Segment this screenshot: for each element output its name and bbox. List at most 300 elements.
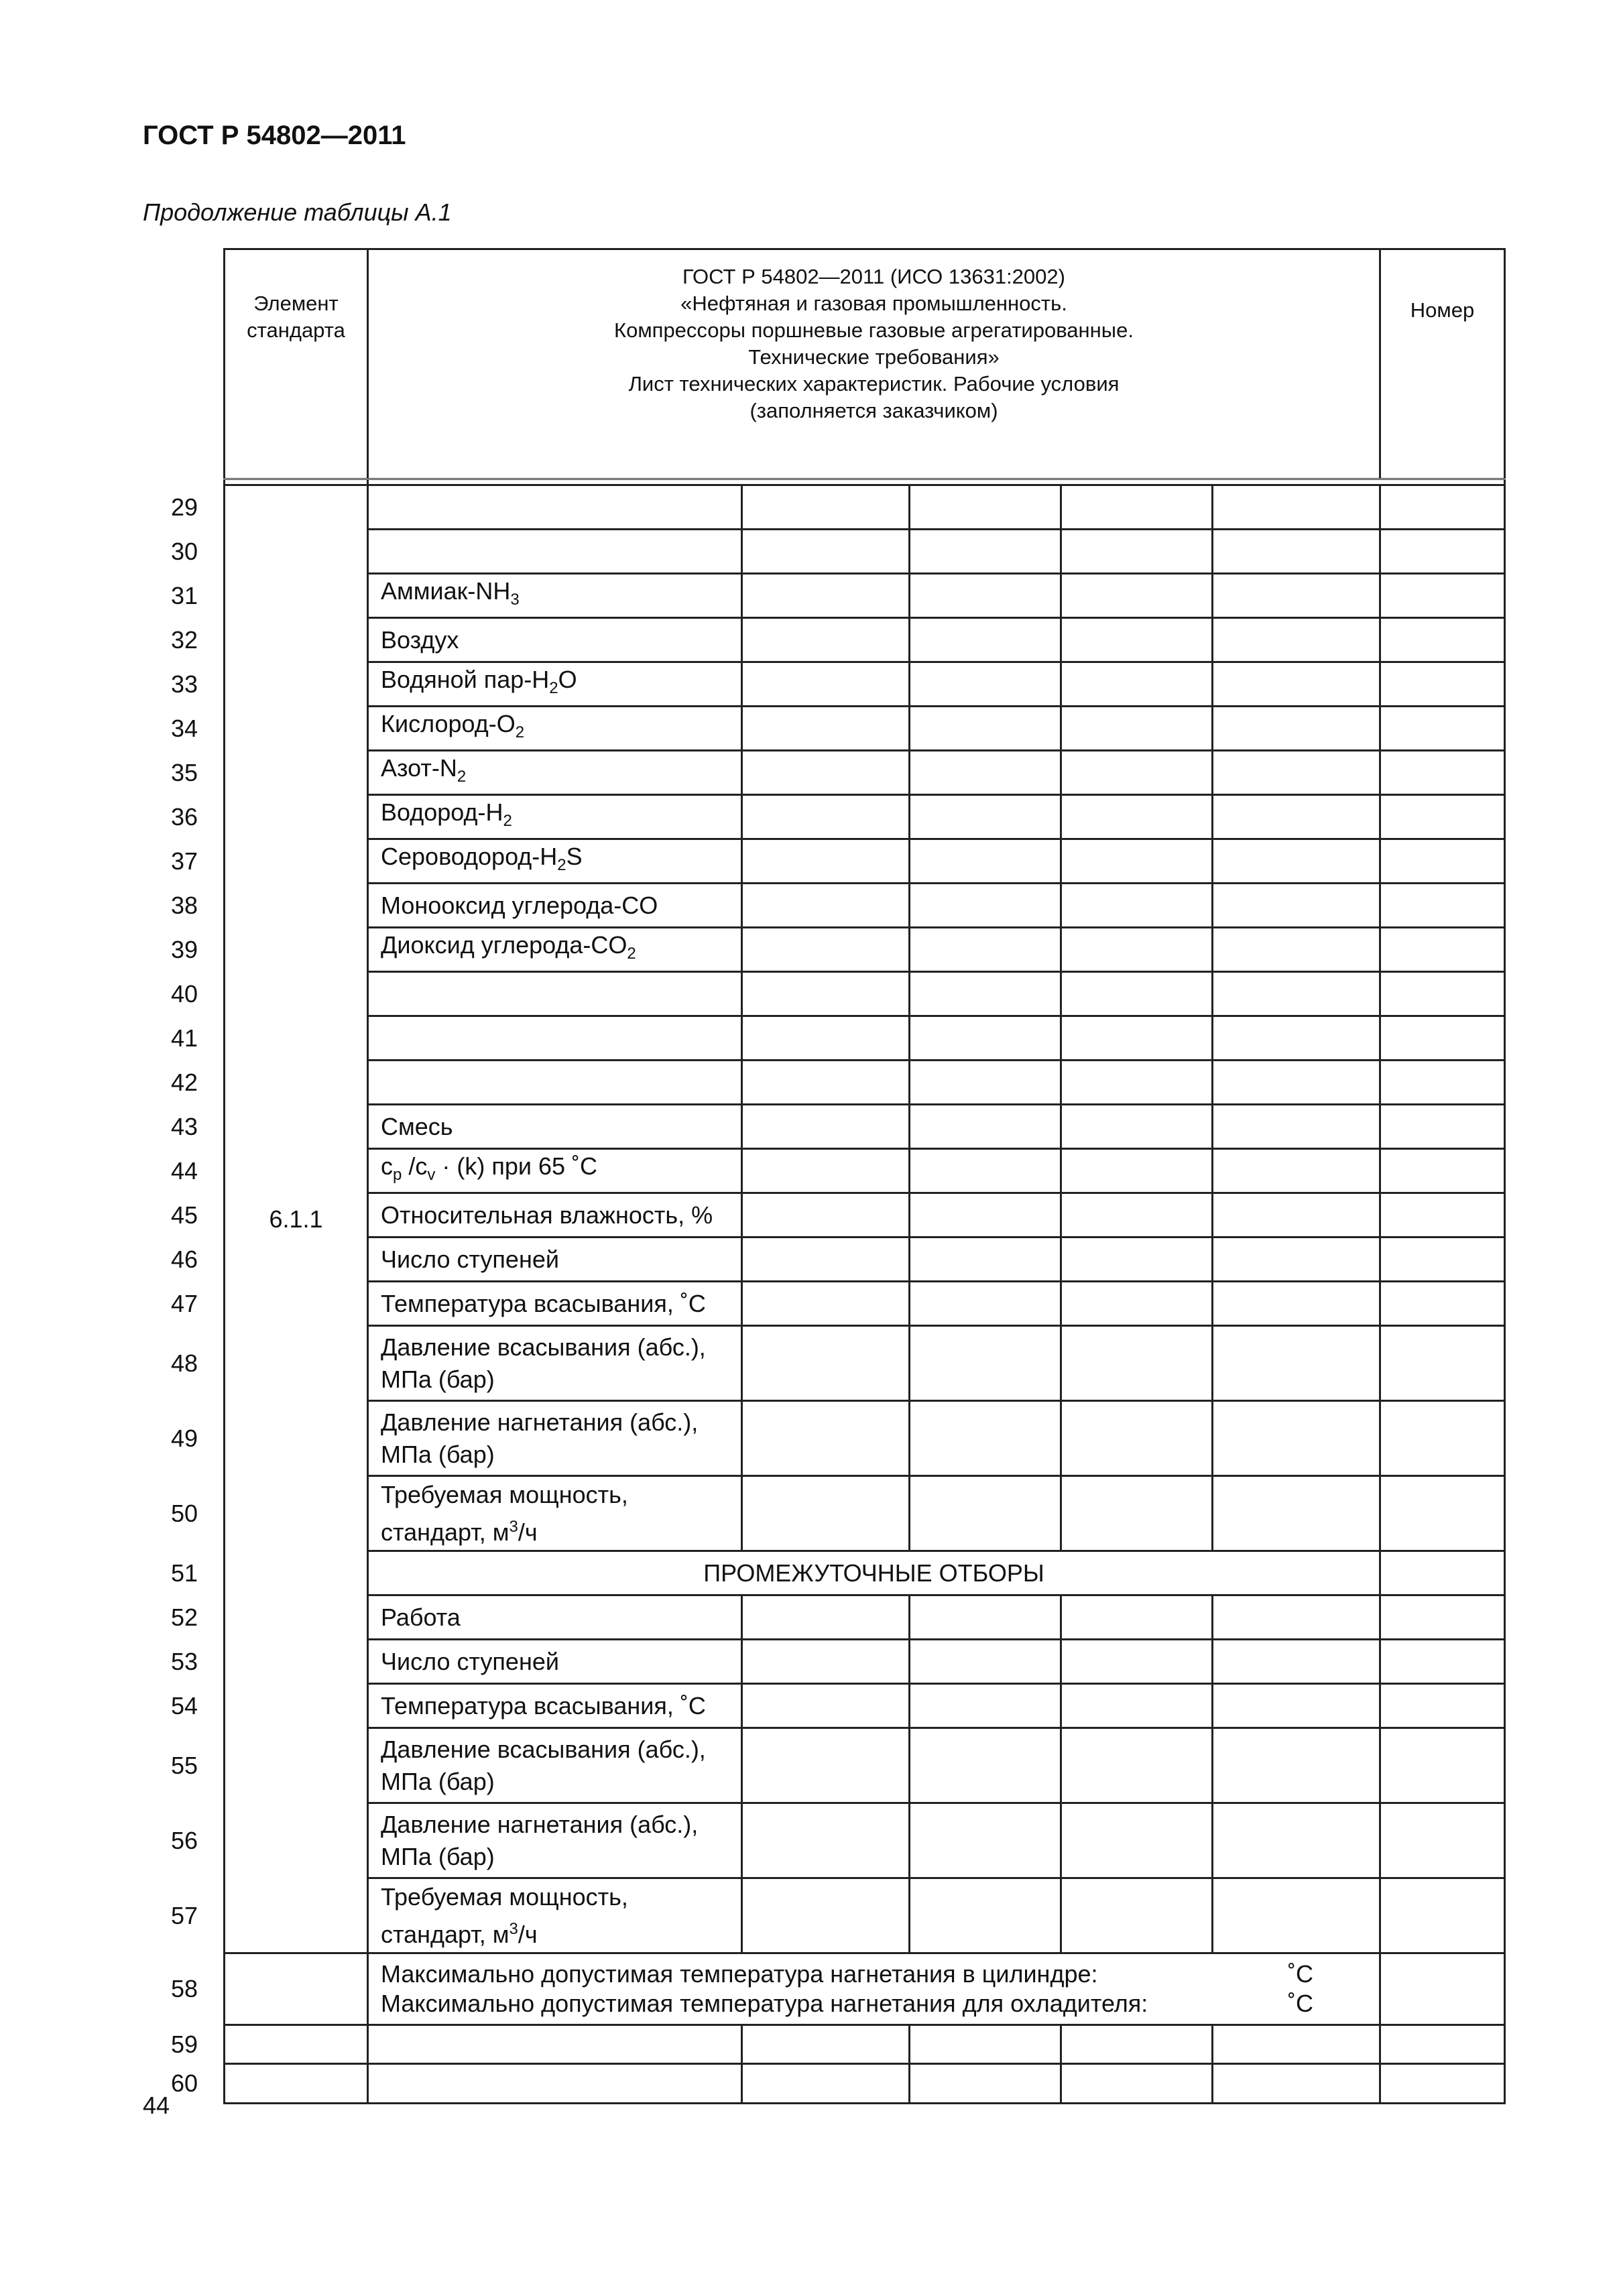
parameter-cell (368, 1476, 742, 1551)
value-cell[interactable] (910, 1684, 1061, 1728)
value-cell[interactable] (1213, 751, 1380, 795)
value-cell[interactable] (742, 884, 910, 928)
row-number: 34 (170, 714, 198, 742)
value-cell[interactable] (1061, 574, 1213, 618)
value-cell[interactable] (1061, 928, 1213, 972)
value-cell[interactable] (910, 662, 1061, 707)
value-cell[interactable] (1213, 1640, 1380, 1684)
parameter-cell (368, 1149, 742, 1193)
number-cell[interactable] (1380, 928, 1505, 972)
row-label: Аммиак-NH (381, 577, 511, 605)
table-row (225, 1061, 1505, 1105)
value-cell[interactable] (1213, 1684, 1380, 1728)
parameter-cell (368, 662, 742, 707)
row-label: Воздух (381, 625, 459, 654)
row-label-sup: 3 (509, 1919, 518, 1938)
row-number: 48 (170, 1349, 198, 1377)
number-cell[interactable] (1380, 884, 1505, 928)
table-row (225, 1237, 1505, 1282)
empty-cell[interactable] (368, 2025, 742, 2064)
value-cell[interactable] (742, 530, 910, 574)
value-cell[interactable] (1213, 928, 1380, 972)
value-cell[interactable] (1213, 1401, 1380, 1476)
row-label-sub: 2 (457, 768, 467, 786)
value-cell[interactable] (910, 1016, 1061, 1061)
value-cell[interactable] (742, 751, 910, 795)
table-row (225, 1684, 1505, 1728)
header-separator (225, 479, 1505, 485)
value-cell[interactable] (1061, 1193, 1213, 1237)
value-cell[interactable] (742, 1105, 910, 1149)
table-row (225, 2064, 1505, 2104)
value-cell[interactable] (742, 1282, 910, 1326)
row-number: 52 (170, 1603, 198, 1631)
row-label-sub: 2 (549, 679, 558, 698)
value-cell[interactable] (1061, 1061, 1213, 1105)
row-label: Смесь (381, 1112, 453, 1140)
value-cell[interactable] (1213, 884, 1380, 928)
value-cell[interactable] (742, 928, 910, 972)
value-cell[interactable] (910, 618, 1061, 662)
parameter-cell (368, 618, 742, 662)
title-line: Компрессоры поршневые газовые агрегатированные. (614, 318, 1134, 342)
value-cell[interactable] (1061, 1401, 1213, 1476)
temperature-unit: ˚C (1288, 1960, 1313, 1988)
value-cell[interactable] (1061, 1105, 1213, 1149)
value-cell[interactable] (1061, 485, 1213, 530)
row-label: Число ступеней (381, 1647, 559, 1675)
empty-cell[interactable] (1380, 2025, 1505, 2064)
table-row (225, 1728, 1505, 1803)
value-cell[interactable] (742, 1237, 910, 1282)
row-number: 58 (170, 1975, 198, 2002)
row-number: 42 (170, 1068, 198, 1096)
max-temp-cylinder-label: Максимально допустимая температура нагнетания в цилиндре: (381, 1960, 1098, 1988)
number-cell[interactable] (1380, 795, 1505, 839)
value-cell[interactable] (910, 1595, 1061, 1640)
row-number: 46 (170, 1245, 198, 1273)
number-cell[interactable] (1380, 751, 1505, 795)
row-label-sub: 2 (515, 723, 525, 742)
row-number: 44 (170, 1156, 198, 1185)
element-value: 6.1.1 (269, 1205, 323, 1233)
parameter-cell (368, 1237, 742, 1282)
value-cell[interactable] (1061, 1326, 1213, 1401)
row-number: 51 (170, 1559, 198, 1587)
number-cell[interactable] (1380, 1476, 1505, 1551)
value-cell[interactable] (1213, 972, 1380, 1016)
row-label: Давление нагнетания (абс.), (381, 1408, 699, 1436)
number-cell[interactable] (1380, 1953, 1505, 2025)
table-row (225, 1193, 1505, 1237)
parameter-cell (368, 1061, 742, 1105)
row-number: 47 (170, 1289, 198, 1317)
value-cell[interactable] (1061, 1640, 1213, 1684)
value-cell[interactable] (910, 1237, 1061, 1282)
table-row (225, 707, 1505, 751)
value-cell[interactable] (742, 1684, 910, 1728)
row-label-line2: стандарт, м (381, 1518, 509, 1546)
row-label: Температура всасывания, ˚C (381, 1691, 706, 1719)
parameter-cell (368, 1640, 742, 1684)
empty-cell[interactable] (910, 2064, 1061, 2104)
max-temp-cooler-label: Максимально допустимая температура нагнетания для охладителя: (381, 1990, 1148, 2017)
value-cell[interactable] (1213, 1237, 1380, 1282)
value-cell[interactable] (910, 1878, 1061, 1953)
table-row (225, 1953, 1505, 2025)
value-cell[interactable] (910, 1193, 1061, 1237)
value-cell[interactable] (1213, 1476, 1380, 1551)
value-cell[interactable] (742, 1193, 910, 1237)
value-cell[interactable] (742, 1149, 910, 1193)
row-label-sub: 2 (503, 812, 512, 831)
table-row (225, 972, 1505, 1016)
table-row (225, 2025, 1505, 2064)
row-label-line2: МПа (бар) (381, 1365, 495, 1393)
value-cell[interactable] (1213, 707, 1380, 751)
number-cell[interactable] (1380, 1105, 1505, 1149)
table-row (225, 1401, 1505, 1476)
number-column-header: Номер (1380, 249, 1505, 479)
value-cell[interactable] (1061, 1237, 1213, 1282)
value-cell[interactable] (1061, 751, 1213, 795)
empty-cell[interactable] (368, 2064, 742, 2104)
value-cell[interactable] (1213, 839, 1380, 884)
table-title-header (368, 249, 1380, 479)
value-cell[interactable] (1213, 574, 1380, 618)
table-row (225, 1595, 1505, 1640)
value-cell[interactable] (1061, 795, 1213, 839)
number-cell[interactable] (1380, 1595, 1505, 1640)
row-label-sub: 3 (510, 591, 520, 609)
title-line: Лист технических характеристик. Рабочие условия (628, 372, 1120, 396)
element-column-header: Элемент стандарта (225, 249, 368, 479)
row-label: Монооксид углерода-CO (381, 891, 658, 919)
parameter-cell (368, 1684, 742, 1728)
row-number: 35 (170, 758, 198, 786)
empty-cell[interactable] (225, 2064, 368, 2104)
empty-cell[interactable] (1213, 2025, 1380, 2064)
value-cell[interactable] (1213, 1595, 1380, 1640)
row-number: 29 (170, 493, 198, 521)
value-cell[interactable] (742, 574, 910, 618)
number-cell[interactable] (1380, 1237, 1505, 1282)
parameter-cell (368, 1878, 742, 1953)
value-cell[interactable] (742, 1476, 910, 1551)
value-cell[interactable] (742, 1803, 910, 1878)
row-label-line2: МПа (бар) (381, 1767, 495, 1795)
table-row (225, 1149, 1505, 1193)
value-cell[interactable] (1213, 1061, 1380, 1105)
parameter-cell (368, 1803, 742, 1878)
empty-cell[interactable] (910, 2025, 1061, 2064)
parameter-cell (368, 1282, 742, 1326)
table-row (225, 1640, 1505, 1684)
table-row (225, 574, 1505, 618)
row-label: Сероводород-H (381, 842, 558, 870)
value-cell[interactable] (742, 1595, 910, 1640)
parameter-cell (368, 1016, 742, 1061)
value-cell[interactable] (742, 662, 910, 707)
number-cell[interactable] (1380, 1061, 1505, 1105)
table-row (225, 795, 1505, 839)
empty-cell[interactable] (225, 2025, 368, 2064)
row-number: 56 (170, 1826, 198, 1854)
table-row (225, 530, 1505, 574)
value-cell[interactable] (742, 1061, 910, 1105)
row-label-tail: /c (402, 1152, 428, 1180)
table-header-row (225, 249, 1505, 479)
parameter-cell (368, 795, 742, 839)
row-label-sub: 2 (627, 945, 636, 963)
value-cell[interactable] (1213, 1105, 1380, 1149)
value-cell[interactable] (910, 751, 1061, 795)
value-cell[interactable] (742, 1878, 910, 1953)
table-row (225, 618, 1505, 662)
value-cell[interactable] (910, 795, 1061, 839)
value-cell[interactable] (742, 1401, 910, 1476)
number-cell[interactable] (1380, 485, 1505, 530)
parameter-cell (368, 574, 742, 618)
number-cell[interactable] (1380, 1878, 1505, 1953)
value-cell[interactable] (910, 1476, 1061, 1551)
element-value-cell (225, 485, 368, 1953)
row-number: 45 (170, 1201, 198, 1229)
number-cell[interactable] (1380, 1016, 1505, 1061)
row-number: 59 (170, 2030, 198, 2058)
value-cell[interactable] (910, 1640, 1061, 1684)
row-label: Водород-H (381, 798, 503, 826)
value-cell[interactable] (1061, 707, 1213, 751)
value-cell[interactable] (742, 1326, 910, 1401)
number-cell[interactable] (1380, 662, 1505, 707)
value-cell[interactable] (1061, 1282, 1213, 1326)
parameter-cell (368, 1326, 742, 1401)
value-cell[interactable] (1061, 1803, 1213, 1878)
row-number: 33 (170, 670, 198, 698)
value-cell[interactable] (1213, 1803, 1380, 1878)
number-cell[interactable] (1380, 1728, 1505, 1803)
row-label-sub: v (427, 1166, 436, 1185)
parameter-cell (368, 1728, 742, 1803)
value-cell[interactable] (1213, 1326, 1380, 1401)
value-cell[interactable] (1213, 662, 1380, 707)
value-cell[interactable] (742, 707, 910, 751)
empty-cell[interactable] (1213, 2064, 1380, 2104)
number-cell[interactable] (1380, 839, 1505, 884)
number-cell[interactable] (1380, 1684, 1505, 1728)
value-cell[interactable] (1213, 618, 1380, 662)
row-label-tail: /ч (518, 1920, 538, 1948)
parameter-cell (368, 1595, 742, 1640)
value-cell[interactable] (742, 839, 910, 884)
table-row (225, 662, 1505, 707)
row-label: c (381, 1152, 393, 1180)
value-cell[interactable] (910, 839, 1061, 884)
value-cell[interactable] (1061, 884, 1213, 928)
value-cell[interactable] (1061, 1684, 1213, 1728)
row-number: 57 (170, 1901, 198, 1929)
title-line: «Нефтяная и газовая промышленность. (680, 292, 1067, 315)
row-label: Работа (381, 1603, 461, 1631)
row-label: Относительная влажность, % (381, 1201, 713, 1229)
value-cell[interactable] (1061, 530, 1213, 574)
value-cell[interactable] (910, 1401, 1061, 1476)
value-cell[interactable] (910, 1105, 1061, 1149)
row-label-tail: · (k) при 65 ˚C (435, 1152, 598, 1180)
value-cell[interactable] (742, 1016, 910, 1061)
table-row (225, 839, 1505, 884)
value-cell[interactable] (1061, 1878, 1213, 1953)
row-label: Давление нагнетания (абс.), (381, 1810, 699, 1838)
value-cell[interactable] (742, 618, 910, 662)
number-cell[interactable] (1380, 1640, 1505, 1684)
max-temperature-cell (368, 1953, 1380, 2025)
table-row (225, 1878, 1505, 1953)
row-number: 54 (170, 1691, 198, 1719)
row-label-tail: O (558, 665, 577, 693)
number-cell[interactable] (1380, 618, 1505, 662)
number-cell[interactable] (1380, 1149, 1505, 1193)
section-heading: ПРОМЕЖУТОЧНЫЕ ОТБОРЫ (368, 1551, 1380, 1595)
value-cell[interactable] (910, 707, 1061, 751)
value-cell[interactable] (742, 795, 910, 839)
parameter-cell (368, 707, 742, 751)
row-number: 55 (170, 1751, 198, 1779)
table-row (225, 485, 1505, 530)
value-cell[interactable] (910, 1728, 1061, 1803)
row-label: Кислород-O (381, 709, 516, 737)
page-number: 44 (143, 2092, 170, 2119)
value-cell[interactable] (1213, 1193, 1380, 1237)
number-cell[interactable] (1380, 972, 1505, 1016)
row-number: 32 (170, 625, 198, 654)
value-cell[interactable] (1061, 1016, 1213, 1061)
number-cell[interactable] (1380, 1282, 1505, 1326)
parameter-cell (368, 928, 742, 972)
table-row (225, 1105, 1505, 1149)
row-number: 43 (170, 1112, 198, 1140)
value-cell[interactable] (910, 1149, 1061, 1193)
value-cell[interactable] (910, 1326, 1061, 1401)
table-row (225, 1551, 1505, 1595)
table-row (225, 1476, 1505, 1551)
row-number: 60 (170, 2069, 198, 2097)
value-cell[interactable] (1061, 1728, 1213, 1803)
empty-cell[interactable] (742, 2025, 910, 2064)
value-cell[interactable] (1213, 795, 1380, 839)
table-row (225, 884, 1505, 928)
element-value-cell (225, 1953, 368, 2025)
value-cell[interactable] (742, 1640, 910, 1684)
value-cell[interactable] (1061, 662, 1213, 707)
title-line: (заполняется заказчиком) (749, 399, 998, 422)
value-cell[interactable] (910, 530, 1061, 574)
value-cell[interactable] (910, 574, 1061, 618)
value-cell[interactable] (742, 485, 910, 530)
empty-cell[interactable] (1061, 2064, 1213, 2104)
row-label-line2: стандарт, м (381, 1920, 509, 1948)
value-cell[interactable] (910, 928, 1061, 972)
row-label: Азот-N (381, 753, 457, 782)
table-caption: Продолжение таблицы А.1 (143, 198, 452, 226)
value-cell[interactable] (1213, 485, 1380, 530)
number-cell[interactable] (1380, 530, 1505, 574)
row-label: Давление всасывания (абс.), (381, 1735, 706, 1763)
row-label-line2: МПа (бар) (381, 1842, 495, 1870)
number-cell[interactable] (1380, 1326, 1505, 1401)
table-row (225, 1803, 1505, 1878)
value-cell[interactable] (1061, 1595, 1213, 1640)
value-cell[interactable] (1213, 1149, 1380, 1193)
row-number: 39 (170, 935, 198, 963)
number-cell (1380, 1551, 1505, 1595)
empty-cell[interactable] (742, 2064, 910, 2104)
value-cell[interactable] (910, 972, 1061, 1016)
empty-cell[interactable] (1061, 2025, 1213, 2064)
number-cell[interactable] (1380, 1803, 1505, 1878)
row-number: 38 (170, 891, 198, 919)
value-cell[interactable] (910, 884, 1061, 928)
row-label-sup: 3 (509, 1517, 518, 1536)
row-label: Требуемая мощность, (381, 1480, 628, 1508)
value-cell[interactable] (1061, 1149, 1213, 1193)
value-cell[interactable] (1213, 1016, 1380, 1061)
table-row (225, 1282, 1505, 1326)
value-cell[interactable] (1061, 1476, 1213, 1551)
value-cell[interactable] (1213, 530, 1380, 574)
value-cell[interactable] (1061, 839, 1213, 884)
row-label: Водяной пар-H (381, 665, 550, 693)
table-row (225, 751, 1505, 795)
specification-table (223, 248, 1506, 2104)
value-cell[interactable] (910, 1803, 1061, 1878)
table-row (225, 1326, 1505, 1401)
number-cell[interactable] (1380, 1193, 1505, 1237)
row-label: Температура всасывания, ˚C (381, 1289, 706, 1317)
table-row (225, 1016, 1505, 1061)
value-cell[interactable] (742, 972, 910, 1016)
temperature-unit: ˚C (1288, 1990, 1313, 2017)
row-number: 50 (170, 1499, 198, 1527)
row-label: Требуемая мощность, (381, 1882, 628, 1911)
value-cell[interactable] (910, 1282, 1061, 1326)
value-cell[interactable] (1061, 618, 1213, 662)
value-cell[interactable] (1061, 972, 1213, 1016)
number-cell[interactable] (1380, 1401, 1505, 1476)
value-cell[interactable] (1213, 1728, 1380, 1803)
title-line: ГОСТ Р 54802—2011 (ИСО 13631:2002) (682, 265, 1065, 288)
parameter-cell (368, 751, 742, 795)
value-cell[interactable] (1213, 1878, 1380, 1953)
parameter-cell (368, 1401, 742, 1476)
row-label: Диоксид углерода-CO (381, 930, 627, 959)
parameter-cell (368, 485, 742, 530)
value-cell[interactable] (910, 1061, 1061, 1105)
value-cell[interactable] (1213, 1282, 1380, 1326)
row-label-line2: МПа (бар) (381, 1440, 495, 1468)
row-number: 53 (170, 1647, 198, 1675)
empty-cell[interactable] (1380, 2064, 1505, 2104)
row-label-tail: S (566, 842, 583, 870)
number-cell[interactable] (1380, 707, 1505, 751)
row-label: Давление всасывания (абс.), (381, 1333, 706, 1361)
value-cell[interactable] (910, 485, 1061, 530)
number-cell[interactable] (1380, 574, 1505, 618)
row-number: 40 (170, 979, 198, 1008)
table-row (225, 928, 1505, 972)
value-cell[interactable] (742, 1728, 910, 1803)
